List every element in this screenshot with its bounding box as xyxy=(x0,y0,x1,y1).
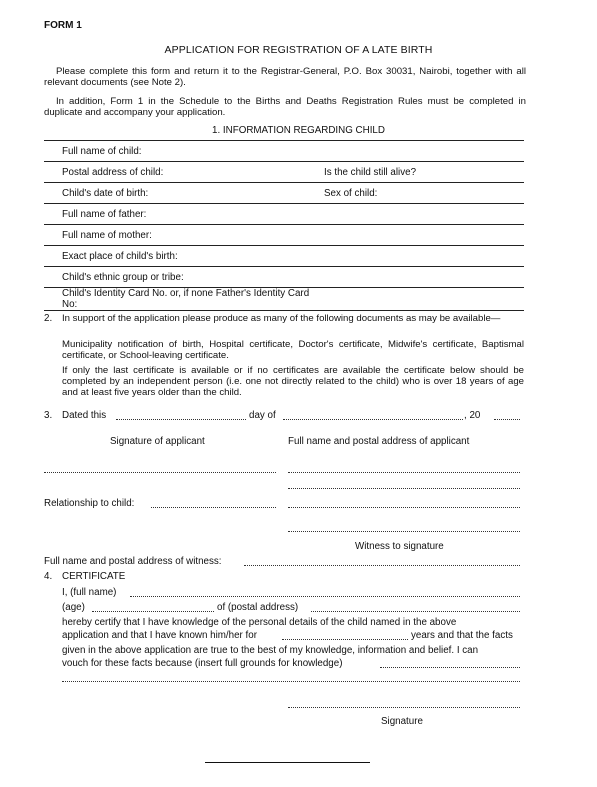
certificate-text-line-3: given in the above application are true to the best of my knowledge, information and belief. I can xyxy=(62,645,479,656)
certifier-age-field[interactable] xyxy=(92,611,214,612)
witness-signature-field-2[interactable] xyxy=(288,531,520,532)
dated-this-label: Dated this xyxy=(62,410,107,421)
child-info-secondary-label[interactable] xyxy=(324,267,524,288)
year-label: , 20 xyxy=(464,410,481,421)
child-info-label[interactable]: Child's ethnic group or tribe: xyxy=(44,267,324,288)
child-info-row xyxy=(44,225,524,246)
certificate-text-line-2b: years and that the facts xyxy=(411,630,513,641)
age-label: (age) xyxy=(62,602,85,613)
child-info-row xyxy=(44,162,524,183)
signature-label: Signature xyxy=(381,716,423,727)
child-info-label[interactable]: Full name of father: xyxy=(44,204,324,225)
years-known-field[interactable] xyxy=(282,639,408,640)
section-3-number: 3. xyxy=(44,410,53,421)
witness-name-address-field[interactable] xyxy=(244,565,520,566)
form-title: APPLICATION FOR REGISTRATION OF A LATE BIRTH xyxy=(164,44,433,56)
child-info-secondary-label[interactable]: Sex of child: xyxy=(324,183,524,204)
child-info-row xyxy=(44,246,524,267)
section-2-number: 2. xyxy=(44,313,53,324)
child-info-label[interactable]: Postal address of child: xyxy=(44,162,324,183)
certificate-text-line-4: vouch for these facts because (insert full grounds for knowledge) xyxy=(62,658,343,669)
section-2-paragraph-3: If only the last certificate is available or if no certificates are available the certificate below should be completed by an independent person (i.e. one not directly related to the child) who is over 18 years of age and at least five years older than the child. xyxy=(62,365,524,398)
child-info-label[interactable]: Full name of child: xyxy=(44,141,324,162)
certifier-full-name-field[interactable] xyxy=(130,596,520,597)
intro-paragraph-2: In addition, Form 1 in the Schedule to the Births and Deaths Registration Rules must be completed in duplicate and accompany your application. xyxy=(44,96,526,118)
child-info-secondary-label[interactable] xyxy=(324,204,524,225)
applicant-address-field-1[interactable] xyxy=(288,472,520,473)
child-info-row xyxy=(44,288,524,311)
grounds-field-1[interactable] xyxy=(380,667,520,668)
child-info-label[interactable]: Child's date of birth: xyxy=(44,183,324,204)
child-info-row xyxy=(44,267,524,288)
child-info-row xyxy=(44,204,524,225)
applicant-name-address-label: Full name and postal address of applicant xyxy=(288,436,470,447)
signature-of-applicant-label: Signature of applicant xyxy=(110,436,205,447)
full-name-label: I, (full name) xyxy=(62,587,117,598)
relationship-label: Relationship to child: xyxy=(44,498,135,509)
day-of-label: day of xyxy=(249,410,276,421)
witness-name-address-label: Full name and postal address of witness: xyxy=(44,556,222,567)
dated-month-field[interactable] xyxy=(283,419,463,420)
child-info-secondary-label[interactable] xyxy=(324,288,524,311)
child-info-secondary-label[interactable] xyxy=(324,246,524,267)
dated-day-field[interactable] xyxy=(116,419,246,420)
certificate-title: CERTIFICATE xyxy=(62,571,126,582)
certificate-text-line-1: hereby certify that I have knowledge of the personal details of the child named in the above xyxy=(62,617,457,628)
relationship-field[interactable] xyxy=(151,507,276,508)
certifier-signature-field[interactable] xyxy=(288,707,520,708)
child-info-secondary-label[interactable]: Is the child still alive? xyxy=(324,162,524,183)
child-info-label[interactable]: Exact place of child's birth: xyxy=(44,246,324,267)
intro-paragraph-1: Please complete this form and return it to the Registrar-General, P.O. Box 30031, Nairobi, together with all relevant documents (see Note 2). xyxy=(44,66,526,88)
postal-address-label: of (postal address) xyxy=(217,602,299,613)
witness-signature-field-1[interactable] xyxy=(288,507,520,508)
footer-rule xyxy=(205,762,370,763)
child-info-label[interactable]: Full name of mother: xyxy=(44,225,324,246)
certificate-text-line-2a: application and that I have known him/her for xyxy=(62,630,257,641)
dated-year-field[interactable] xyxy=(494,419,520,420)
section-2-paragraph-2: Municipality notification of birth, Hospital certificate, Doctor's certificate, Midwife's certificate, Baptismal certificate, or School-leaving certificate. xyxy=(62,339,524,361)
section-4-number: 4. xyxy=(44,571,53,582)
child-info-secondary-label[interactable] xyxy=(324,225,524,246)
child-info-secondary-label[interactable] xyxy=(324,141,524,162)
form-number: FORM 1 xyxy=(44,20,82,31)
child-info-label[interactable]: Child's Identity Card No. or, if none Father's Identity Card No: xyxy=(44,288,324,311)
child-info-row xyxy=(44,183,524,204)
witness-to-signature-label: Witness to signature xyxy=(355,541,444,552)
child-info-row xyxy=(44,141,524,162)
grounds-field-2[interactable] xyxy=(62,681,520,682)
applicant-signature-field[interactable] xyxy=(44,472,276,473)
section-2-paragraph-1: In support of the application please produce as many of the following documents as may be available— xyxy=(62,313,501,324)
child-information-table xyxy=(44,140,524,311)
certifier-postal-address-field[interactable] xyxy=(311,611,520,612)
applicant-address-field-2[interactable] xyxy=(288,488,520,489)
section-1-title: 1. INFORMATION REGARDING CHILD xyxy=(212,125,385,136)
